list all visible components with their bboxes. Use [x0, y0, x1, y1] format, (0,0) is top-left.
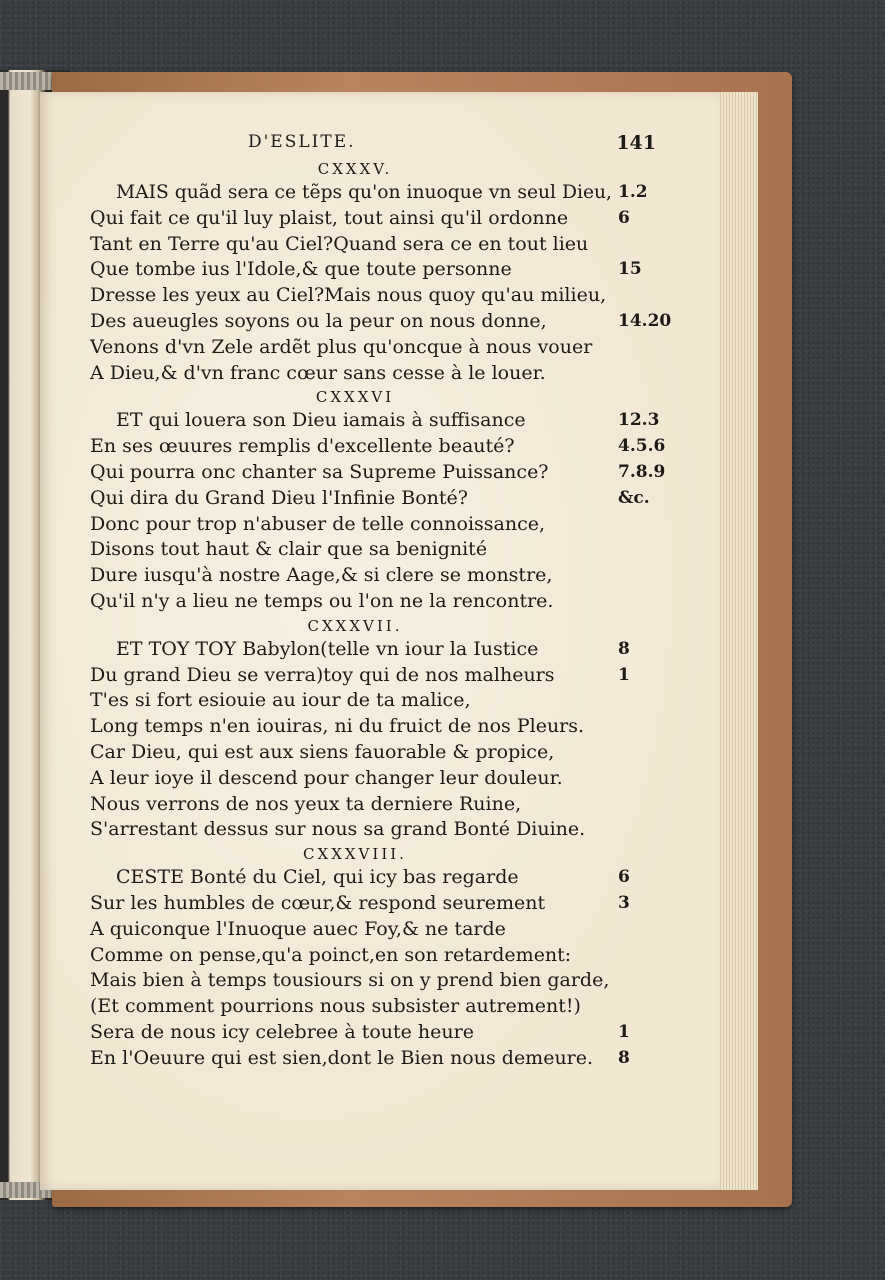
verse-line	[90, 537, 700, 563]
margin-reference: 12.3	[618, 410, 660, 431]
verse-line	[90, 512, 700, 538]
verse-text: Dresse les yeux au Ciel?Mais nous quoy qu'au milieu,	[90, 284, 607, 307]
verse-line	[90, 917, 700, 943]
verse-text: Long temps n'en iouiras, ni du fruict de nos Pleurs.	[90, 715, 585, 738]
margin-reference: 1	[618, 1021, 630, 1042]
page-number: 141	[616, 132, 656, 154]
book-page	[40, 92, 720, 1190]
verse-line	[90, 589, 700, 615]
verse-text: S'arrestant dessus sur nous sa grand Bonté Diuine.	[90, 818, 586, 841]
margin-reference: 8	[618, 1047, 630, 1068]
verse-text: Qui fait ce qu'il luy plaist, tout ainsi qu'il ordonne	[90, 206, 569, 229]
verse-text: Sur les humbles de cœur,& respond seurement	[90, 891, 546, 914]
verse-line	[90, 1046, 700, 1072]
verse-text: Des aueugles soyons ou la peur on nous donne,	[90, 309, 547, 332]
verse-line	[90, 434, 700, 460]
verse-line	[90, 766, 700, 792]
verse-text: A Dieu,& d'vn franc cœur sans cesse à le louer.	[90, 361, 546, 384]
margin-reference: 7.8.9	[618, 461, 666, 482]
verse-line	[90, 792, 700, 818]
verse-text: ET TOY TOY Babylon(telle vn iour la Iustice	[116, 637, 539, 660]
margin-reference: 3	[618, 892, 630, 913]
verse-line	[90, 740, 700, 766]
verse-line	[90, 486, 700, 512]
verse-line	[90, 968, 700, 994]
verse-line	[90, 891, 700, 917]
verse-text: T'es si fort esiouie au iour de ta malice,	[90, 689, 471, 712]
verse-text: Disons tout haut & clair que sa benignité	[90, 538, 488, 561]
verse-text: Qui pourra onc chanter sa Supreme Puissance?	[90, 460, 549, 483]
verse-line	[90, 180, 700, 206]
verse-text: Car Dieu, qui est aux siens fauorable & propice,	[90, 740, 555, 763]
margin-reference: 6	[618, 867, 630, 888]
running-title: D'ESLITE.	[248, 132, 356, 152]
verse-line	[90, 663, 700, 689]
section-heading: CXXXV.	[317, 160, 393, 178]
margin-reference: &c.	[618, 487, 650, 508]
verse-text: Qui dira du Grand Dieu l'Infinie Bonté?	[90, 486, 468, 509]
verse-text: A leur ioye il descend pour changer leur douleur.	[90, 766, 563, 789]
verse-text: Qu'il n'y a lieu ne temps ou l'on ne la rencontre.	[90, 589, 554, 612]
section-heading: CXXXVII.	[307, 616, 403, 635]
margin-reference: 15	[618, 259, 642, 280]
verse-line	[90, 563, 700, 589]
verse-line	[90, 232, 700, 258]
verse-line	[90, 309, 700, 335]
verse-line	[90, 460, 700, 486]
section-heading: CXXXVI	[315, 388, 395, 407]
verse-text: (Et comment pourrions nous subsister autrement!)	[90, 995, 581, 1018]
verse-line	[90, 714, 700, 740]
verse-text: ET qui louera son Dieu iamais à suffisance	[116, 409, 526, 432]
verse-line	[90, 1020, 700, 1046]
verse-line	[90, 943, 700, 969]
section	[90, 386, 700, 614]
running-head	[200, 132, 660, 158]
verse-text: Sera de nous icy celebree à toute heure	[90, 1020, 474, 1043]
verse-text: CESTE Bonté du Ciel, qui icy bas regarde	[116, 866, 519, 889]
verse-line	[90, 257, 700, 283]
margin-reference: 4.5.6	[618, 436, 666, 457]
verse-text: A quiconque l'Inuoque auec Foy,& ne tarde	[90, 917, 506, 940]
verse-line	[90, 994, 700, 1020]
verse-line	[90, 283, 700, 309]
section	[90, 843, 700, 1071]
text-block	[90, 158, 700, 1072]
verse-text: Que tombe ius l'Idole,& que toute personne	[90, 258, 512, 281]
verse-line	[90, 865, 700, 891]
verse-line	[90, 361, 700, 387]
verse-line	[90, 637, 700, 663]
section-heading: CXXXVIII.	[303, 845, 407, 864]
verse-text: Comme on pense,qu'a poinct,en son retardement:	[90, 943, 572, 966]
section	[90, 615, 700, 843]
section	[90, 158, 700, 386]
verse-text: Tant en Terre qu'au Ciel?Quand sera ce en tout lieu	[90, 232, 589, 255]
verse-line	[90, 335, 700, 361]
verse-text: En ses œuures remplis d'excellente beauté?	[90, 435, 515, 458]
verse-text: Venons d'vn Zele ardẽt plus qu'oncque à nous vouer	[90, 335, 593, 358]
verse-line	[90, 206, 700, 232]
verse-text: Nous verrons de nos yeux ta derniere Ruine,	[90, 792, 522, 815]
verse-text: Dure iusqu'à nostre Aage,& si clere se monstre,	[90, 564, 553, 587]
verse-line	[90, 817, 700, 843]
verse-text: En l'Oeuure qui est sien,dont le Bien nous demeure.	[90, 1046, 594, 1069]
verse-text: Mais bien à temps tousiours si on y prend bien garde,	[90, 969, 610, 992]
verse-text: Donc pour trop n'abuser de telle connoissance,	[90, 512, 546, 535]
margin-reference: 1	[618, 664, 630, 685]
margin-reference: 8	[618, 638, 630, 659]
verse-line	[90, 688, 700, 714]
verse-text: MAIS quãd sera ce tẽps qu'on inuoque vn seul Dieu,	[116, 181, 613, 203]
verse-line	[90, 408, 700, 434]
margin-reference: 1.2	[618, 182, 648, 202]
margin-reference: 6	[618, 207, 630, 228]
verse-text: Du grand Dieu se verra)toy qui de nos malheurs	[90, 663, 555, 686]
margin-reference: 14.20	[618, 310, 672, 331]
